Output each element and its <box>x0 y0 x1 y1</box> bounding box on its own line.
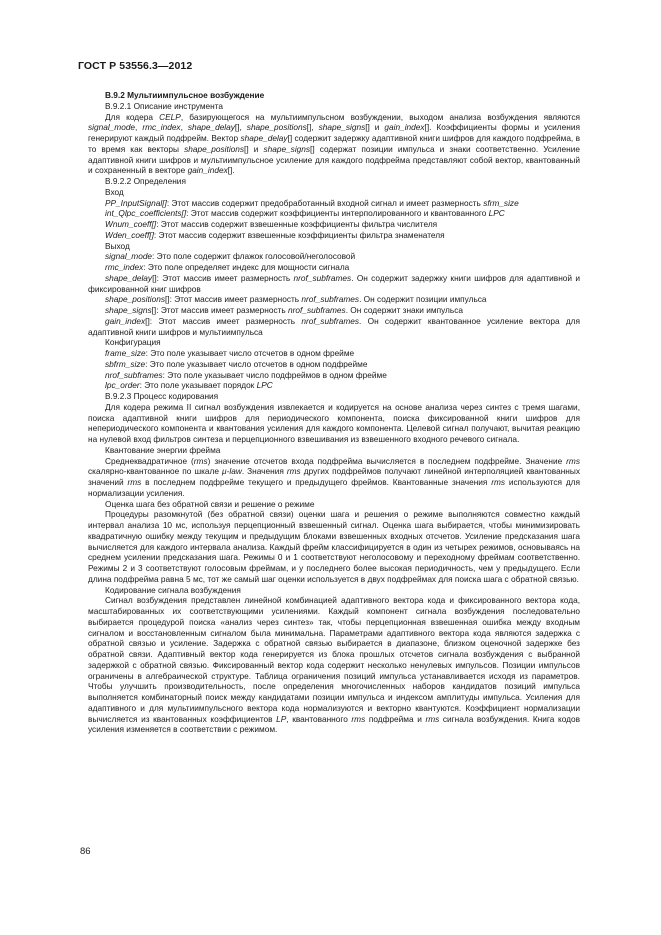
italic-term: shape_delay <box>187 122 235 133</box>
text-run: : Это поле содержит флажок голосовой/неголосовой <box>152 251 356 262</box>
italic-term: nrof_subframes <box>105 369 163 380</box>
text-run: Квантование энергии фрейма <box>105 444 221 455</box>
text-run: Конфигурация <box>105 337 161 348</box>
italic-term: shape_signs <box>105 305 152 315</box>
text-run: Сигнал возбуждения представлен линейной комбинацией адаптивного вектора кода и фиксированного вектора кода, масштабированных их соответствующими усилениями. Каждый компонент сигнала возбуждения последовательно выбирается процедурой поиска «анализ через синтез» так, чтобы перцепционная взвешенная ошибка между входным сигналом и восстановленным сигналом была минимальна. Параметрами адаптивного вектора кода являются задержка с обратной связью и усиление. Задержка с обратной связью выбирается в диапазоне, близком оценочной задержке без обратной связи. Адаптивный вектор кода генерируется из блока прошлых отсчетов сигнала возбуждения с выбранной задержкой с обратной связью. Фиксированный вектор кода содержит несколько ненулевых импульсов. Позиции импульсов ограничены в алгебраической структуре. Таблица ограничения позиций импульса устанавливается исходя из параметров. Чтобы улучшить производительность, после определения многочисленных наборов кандидатов позиций импульса выполняется комбинаторный поиск между кандидатами позиции импульса и индексом амплитуды импульса. Усиления для адаптивного и для мультиимпульсного вектора кода нормализуются и векторно квантуются. Коэффициент нормализации вычисляется из квантованных коэффициентов <box>88 595 580 724</box>
text-line <box>88 359 580 370</box>
text-run: : Это поле указывает порядок <box>139 380 257 391</box>
text-line <box>88 380 580 391</box>
document-body <box>88 90 580 735</box>
section-heading <box>88 90 580 101</box>
italic-term: Wden_coeff[] <box>105 229 154 240</box>
text-run: []: Этот массив имеет размерность <box>152 272 294 283</box>
text-line <box>88 230 580 241</box>
text-run: []: Этот массив имеет размерность <box>151 305 289 315</box>
italic-term: shape_delay <box>240 133 288 143</box>
text-run: . Он содержит задержку книги шифров для адаптивной и фиксированной книг шифров <box>88 272 580 294</box>
italic-term: signal_mode <box>105 251 153 262</box>
text-run: . Он содержит знаки импульса <box>345 305 463 315</box>
text-run: []. <box>227 165 235 176</box>
text-run: []. Коэффициенты формы и усиления генерируют каждый подфрейм. Вектор <box>88 122 580 143</box>
italic-term: rms <box>491 477 506 487</box>
italic-term: gain_index <box>187 165 228 176</box>
italic-term: rms <box>351 713 366 724</box>
text-run: . Он содержит квантованное усиление вектора для адаптивной книги шифров и мультиимпульса <box>88 315 581 337</box>
italic-term: shape_signs <box>318 122 366 133</box>
italic-term: PP_InputSignal[] <box>105 197 167 208</box>
paragraph <box>88 456 580 499</box>
paragraph <box>88 402 580 445</box>
text-run: , базирующегося на мультиимпульсном возбуждении, выходом анализа возбуждения являются <box>180 111 581 122</box>
text-line <box>88 294 580 305</box>
text-run: : Этот массив содержит коэффициенты интерполированного и квантованного <box>186 208 489 219</box>
text-run: ) значение отсчетов входа подфрейма вычисляется в последнем подфрейме. Значение <box>207 455 567 466</box>
italic-term: shape_signs <box>263 143 311 154</box>
italic-term: rms <box>193 455 208 466</box>
text-run: Вход <box>105 186 124 197</box>
text-run: B.9.2 Мультиимпульсное возбуждение <box>105 90 265 100</box>
italic-term: LPC <box>488 208 505 219</box>
text-run: Для кодера режима II сигнал возбуждения извлекается и кодируется на основе анализа через синтез с тремя шагами, поиска адаптивной книги шифров для периодического компонента, поиска фиксированной книги шифров для непериодического компонента и квантования усиления для каждого компонента. Целевой сигнал получают, вычитая реакцию на нулевой вход фильтров синтеза и перцепционного взвешивания из взвешенного входного речевого сигнала. <box>88 401 580 444</box>
text-run: подфрейма и <box>365 713 426 724</box>
italic-term: CELP <box>159 111 181 122</box>
text-run: [] содержат позиции импульса и знаки соответственно. Усиление адаптивной книги шифров и мультиимпульсное усиление для каждого подфрейма представляют собой вектор, квантованный и сохраненный в векторе <box>88 143 581 176</box>
text-run: : Этот массив содержит предобработанный входной сигнал и имеет размерность <box>166 197 484 208</box>
italic-term: rms <box>286 466 301 477</box>
italic-term: signal_mode <box>88 122 136 133</box>
text-run: [] содержит задержку адаптивной книги шифров для каждого подфрейма, в то время как векторы <box>88 133 580 154</box>
italic-term: gain_index <box>105 315 146 326</box>
italic-term: nrof_subframes <box>293 272 352 283</box>
italic-term: nrof_subframes <box>301 315 360 326</box>
italic-term: shape_positions <box>184 143 245 154</box>
text-line <box>88 391 580 402</box>
italic-term: rmc_index <box>105 262 144 272</box>
text-run: [] и <box>244 143 264 154</box>
italic-term: shape_positions <box>105 294 165 305</box>
italic-term: rms <box>127 477 142 487</box>
text-run: B.9.2.3 Процесс кодирования <box>105 391 219 401</box>
text-run: сигнала возбуждения. Книга кодов усиления изменяется в соответствии с режимом. <box>88 713 580 735</box>
text-line <box>88 337 580 348</box>
text-line <box>88 585 580 596</box>
italic-term: sbfrm_size <box>105 358 146 369</box>
italic-term: rms <box>425 713 440 724</box>
text-line <box>88 370 580 381</box>
text-run: : Это поле указывает число отсчетов в одном подфрейме <box>145 358 368 369</box>
text-run: в последнем подфрейме текущего и предыдущего фреймов. Квантованные значения <box>141 477 492 487</box>
text-line <box>88 262 580 273</box>
text-run: , <box>180 122 188 133</box>
text-run: других подфреймов получают линейной интерполяцией квантованных значений <box>88 466 581 487</box>
text-line <box>88 101 580 112</box>
text-run: . Он содержит позиции импульса <box>359 294 487 305</box>
text-line <box>88 305 580 316</box>
text-run: : Это поле определяет индекс для мощности сигнала <box>143 262 350 272</box>
text-run: Оценка шага без обратной связи и решение о режиме <box>105 498 315 509</box>
text-run: B.9.2.1 Описание инструмента <box>105 100 224 111</box>
text-run: Среднеквадратичное ( <box>105 455 194 466</box>
italic-term: gain_index <box>384 122 425 133</box>
italic-term: LPC <box>256 380 273 391</box>
paragraph <box>88 273 580 295</box>
text-run: Выход <box>105 240 130 251</box>
text-run: Для кодера <box>105 111 160 122</box>
italic-term: sfrm_size <box>483 197 519 208</box>
paragraph <box>88 112 580 177</box>
italic-term: nrof_subframes <box>288 305 346 315</box>
document-header: ГОСТ Р 53556.3—2012 <box>78 60 193 72</box>
paragraph <box>88 316 580 338</box>
text-run: : Этот массив содержит взвешенные коэффициенты фильтра знаменателя <box>153 229 445 240</box>
italic-term: Wnum_coeff[] <box>105 219 157 229</box>
text-line <box>88 198 580 209</box>
text-line <box>88 251 580 262</box>
text-line <box>88 187 580 198</box>
text-run: Процедуры разомкнутой (без обратной связи) оценки шага и решения о режиме выполняются совместно каждый интервал анализа 10 мс, используя перцепционный взвешенный сигнал. Оценка шага выбирается, чтобы минимизировать квадратичную ошибку между текущим и предыдущим блоками взвешенных входных отсчетов. Усиление предсказания шага вычисляется для каждого интервала анализа. Каждый фрейм классифицируется в один из четырех режимов, основываясь на среднем усилении предсказания шага. Режимы 0 и 1 соответствуют неголосовому и переходному фреймам соответственно. Режимы 2 и 3 соответствуют голосовым фреймам, и у последнего более высокая периодичность, чем у предыдущего. Если длина подфрейма равна 5 мс, тот же самый шаг оценки используется в двух подфреймах для поиска шага с обратной связью. <box>88 509 580 584</box>
text-run: [] и <box>365 122 385 133</box>
text-run: : Это поле указывает число отсчетов в одном фрейме <box>145 348 355 358</box>
text-run: []: Этот массив имеет размерность <box>145 315 302 326</box>
italic-term: int_Qlpc_coefficients[] <box>105 208 187 219</box>
text-run: B.9.2.2 Определения <box>105 176 186 186</box>
text-run: используются для нормализации усиления. <box>88 477 581 498</box>
text-run: . Значения <box>241 466 287 477</box>
italic-term: μ-law <box>222 466 242 477</box>
italic-term: lpc_order <box>105 380 140 391</box>
text-line <box>88 241 580 252</box>
page-number: 86 <box>80 846 91 857</box>
text-run: скалярно-квантованное по шкале <box>88 466 223 477</box>
italic-term: shape_delay <box>105 272 153 283</box>
italic-term: nrof_subframes <box>301 294 360 305</box>
text-run: : Этот массив содержит взвешенные коэффициенты фильтра числителя <box>156 219 438 229</box>
italic-term: frame_size <box>105 348 146 358</box>
text-line <box>88 219 580 230</box>
text-line <box>88 176 580 187</box>
italic-term: rms <box>566 455 580 466</box>
text-line <box>88 445 580 456</box>
text-run: : Это поле указывает число подфреймов в одном фрейме <box>162 369 387 380</box>
text-line <box>88 499 580 510</box>
italic-term: rmc_index <box>142 122 181 133</box>
italic-term: LP <box>276 713 287 724</box>
text-run: Кодирование сигнала возбуждения <box>105 584 241 595</box>
text-run: []: Этот массив имеет размерность <box>164 294 302 305</box>
paragraph <box>88 509 580 584</box>
text-run: , квантованного <box>286 713 352 724</box>
text-run: [], <box>234 122 247 133</box>
text-line <box>88 208 580 219</box>
text-line <box>88 348 580 359</box>
text-run: , <box>135 122 143 133</box>
text-run: [], <box>306 122 319 133</box>
paragraph <box>88 595 580 735</box>
italic-term: shape_positions <box>246 122 307 133</box>
